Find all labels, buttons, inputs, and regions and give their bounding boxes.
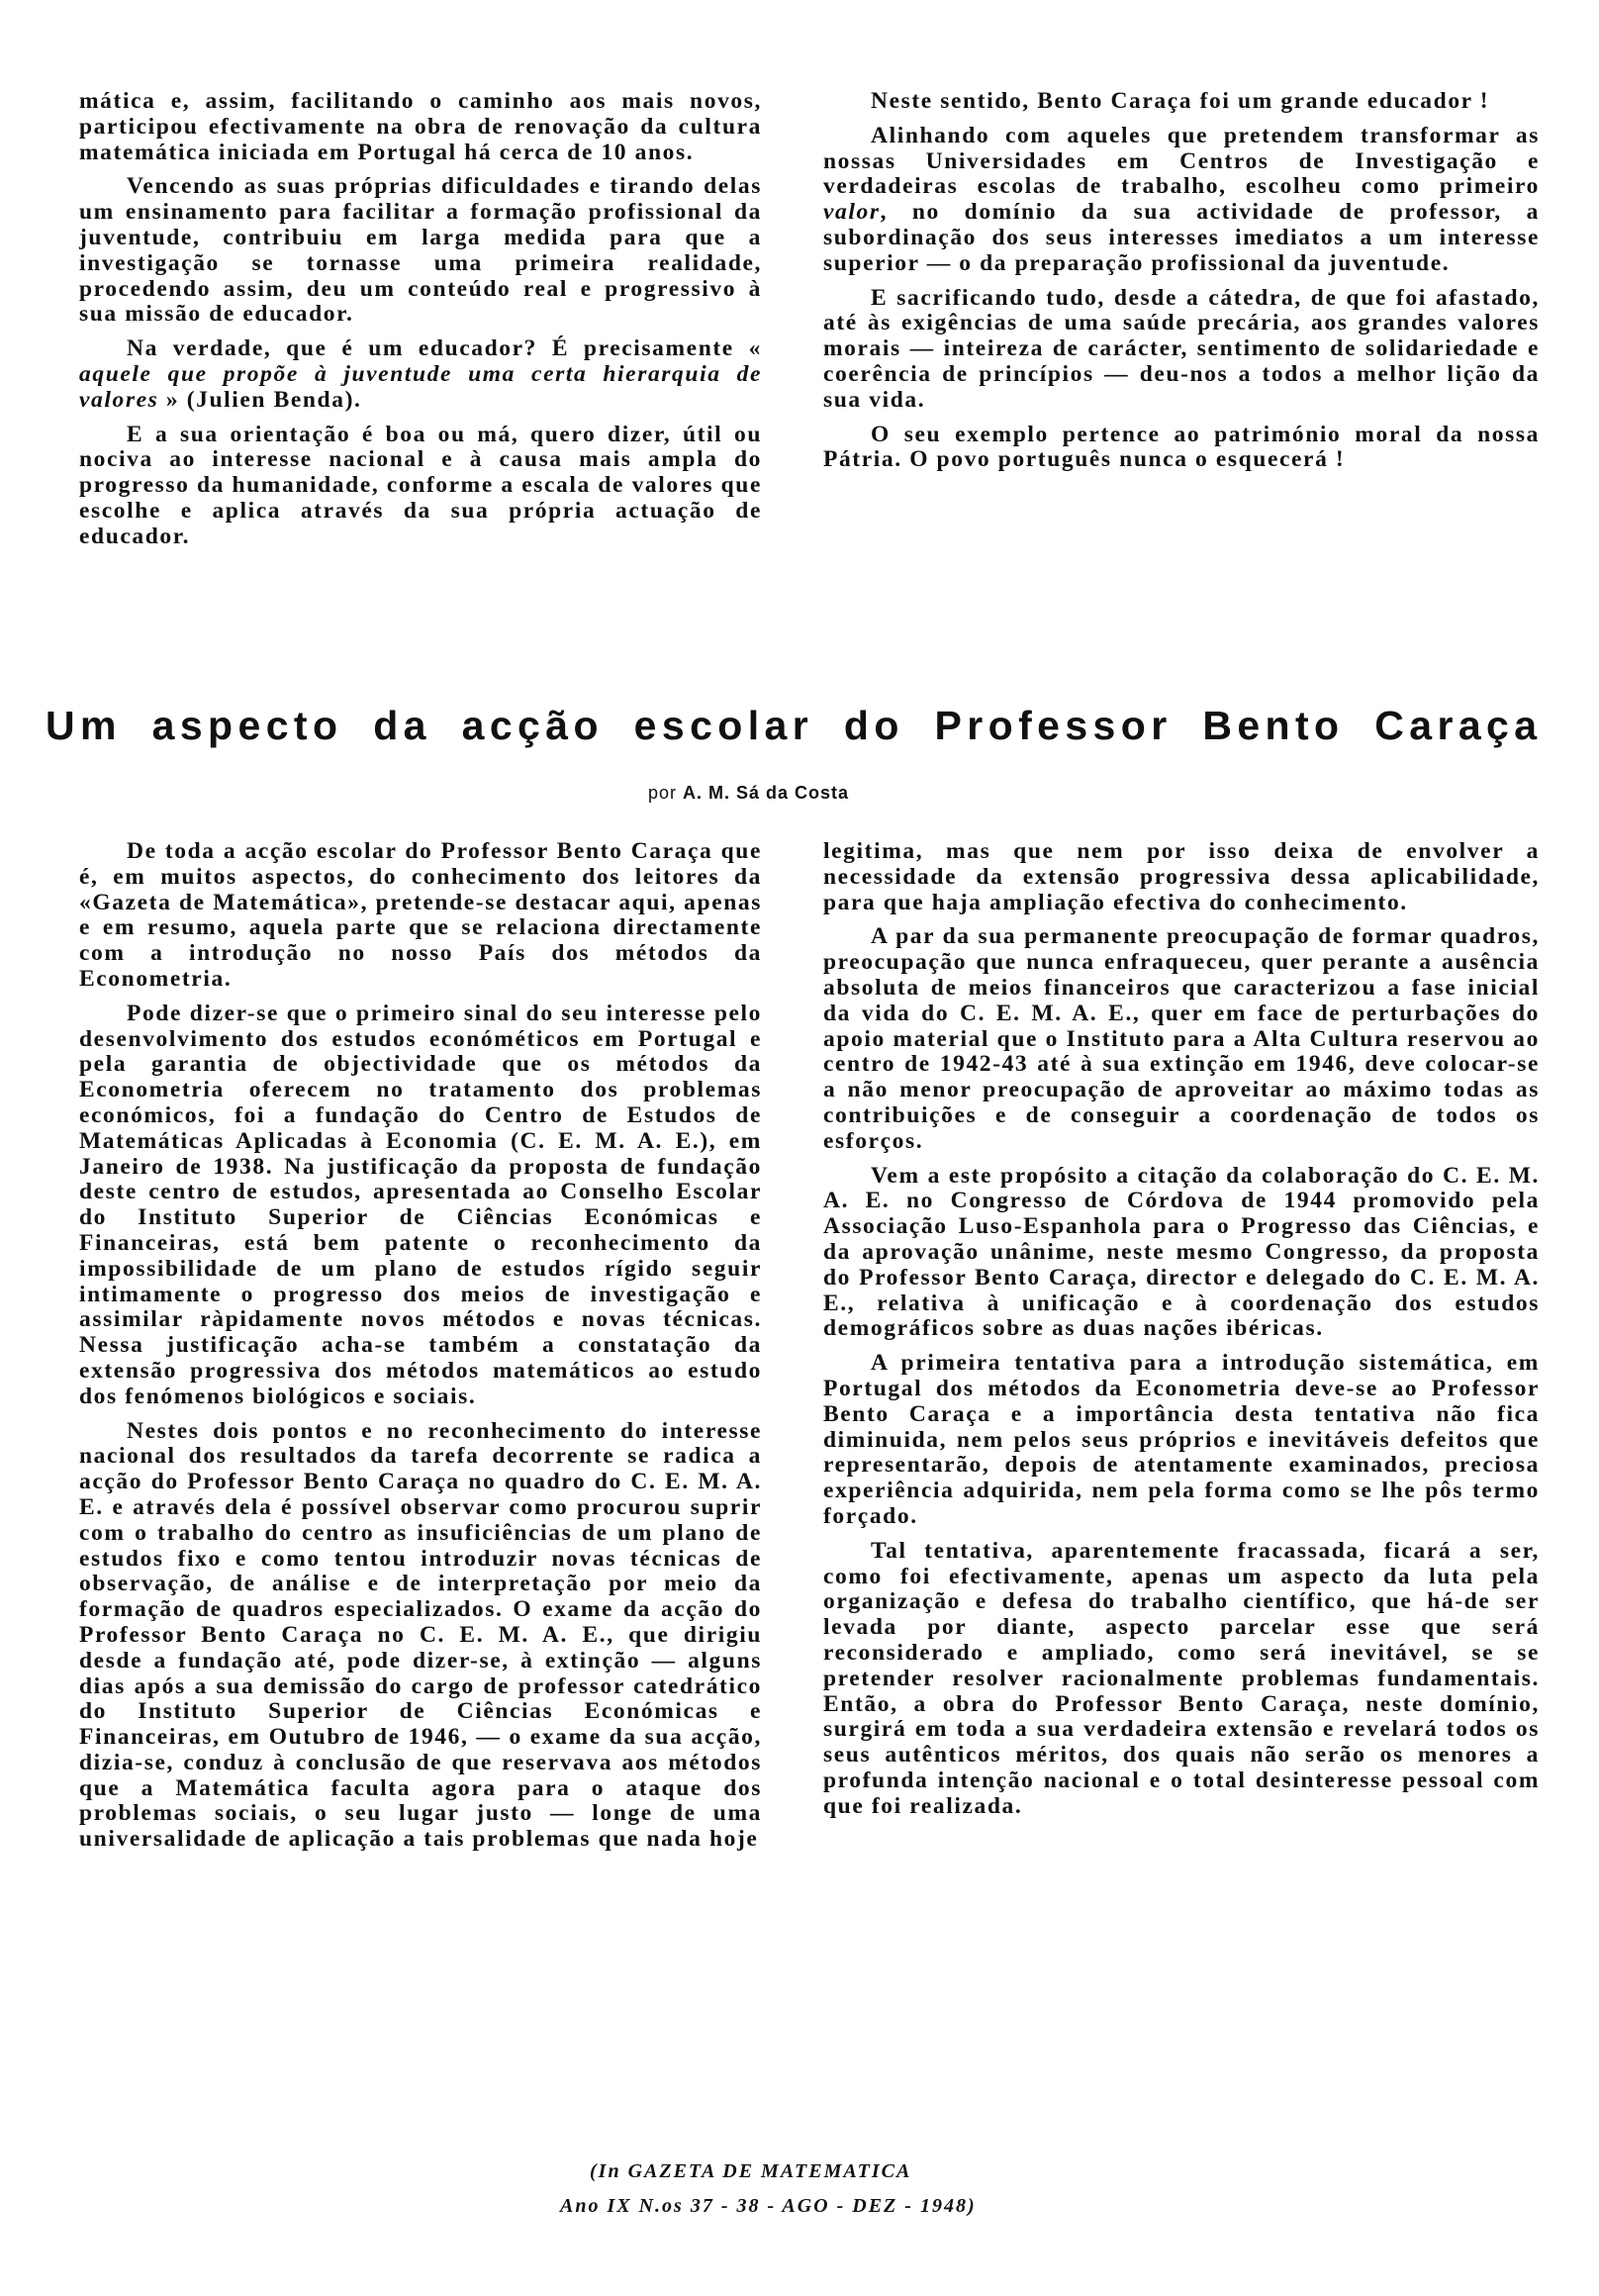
text: , no domínio da sua actividade de professor, a subordinação dos seus interesses imediatos a um interesse superior — o da preparação profissional da juventude. bbox=[823, 199, 1540, 276]
paragraph: Vencendo as suas próprias dificuldades e tirando delas um ensinamento para facilitar a formação profissional da juventude, contribuiu em larga medida para que a investigação se tornasse uma primeira realidade, procedendo assim, deu um conteúdo real e progressivo à sua missão de educador. bbox=[79, 173, 762, 328]
paragraph: E sacrificando tudo, desde a cátedra, de que foi afastado, até às exigências de uma saúde precária, aos grandes valores morais — inteireza de carácter, sentimento de solidariedade e coerência de princípios — deu-nos a todos a melhor lição da sua vida. bbox=[823, 284, 1540, 413]
paragraph: O seu exemplo pertence ao património moral da nossa Pátria. O povo português nunca o esquecerá ! bbox=[823, 421, 1540, 473]
text: » (Julien Benda). bbox=[158, 386, 362, 413]
quote: aquele que propõe à juventude uma certa hierarquia de valores bbox=[79, 360, 762, 413]
paragraph: De toda a acção escolar do Professor Bento Caraça que é, em muitos aspectos, do conhecimento dos leitores da «Gazeta de Matemática», pretende-se destacar aqui, apenas e em resumo, aquela parte que se relaciona directamente com a introdução no nosso País dos métodos da Econometria. bbox=[79, 838, 762, 992]
paragraph bbox=[79, 336, 762, 413]
citation-line-1: (In GAZETA DE MATEMATICA bbox=[590, 2160, 912, 2182]
emphasis: valor bbox=[823, 199, 881, 226]
paragraph: Vem a este propósito a citação da colaboração do C. E. M. A. E. no Congresso de Córdova de 1944 promovido pela Associação Luso-Espanhola para o Progresso das Ciências, e da aprovação unânime, neste mesmo Congresso, da proposta do Professor Bento Caraça, director e delegado do C. E. M. A. E., relativa à unificação e à coordenação dos estudos demográficos sobre as duas nações ibéricas. bbox=[823, 1162, 1540, 1342]
article-left-column bbox=[79, 839, 762, 1862]
paragraph: Pode dizer-se que o primeiro sinal do seu interesse pelo desenvolvimento dos estudos económéticos em Portugal e pela garantia de objectividade que os métodos da Econometria oferecem no tratamento dos problemas económicos, foi a fundação do Centro de Estudos de Matemáticas Aplicadas à Economia (C. E. M. A. E.), em Janeiro de 1938. Na justificação da proposta de fundação deste centro de estudos, apresentada ao Conselho Escolar do Instituto Superior de Ciências Económicas e Financeiras, está bem patente o reconhecimento da impossibilidade de um plano de estudos rígido seguir intimamente o progresso dos meios de investigação e assimilar ràpidamente novos métodos e novas técnicas. Nessa justificação acha-se também a constatação da extensão progressiva dos métodos matemáticos ao estudo dos fenómenos biológicos e sociais. bbox=[79, 1000, 762, 1409]
text: Alinhando com aqueles que pretendem transformar as nossas Universidades em Centros de Investigação e verdadeiras escolas de trabalho, escolheu como primeiro bbox=[823, 122, 1540, 200]
article-right-column bbox=[823, 839, 1540, 1828]
citation-line-2: Ano IX N.os 37 - 38 - AGO - DEZ - 1948) bbox=[560, 2195, 977, 2217]
paragraph: Neste sentido, Bento Caraça foi um grande educador ! bbox=[871, 88, 1490, 114]
top-left-column bbox=[79, 89, 762, 559]
paragraph: mática e, assim, facilitando o caminho aos mais novos, participou efectivamente na obra de renovação da cultura matemática iniciada em Portugal há cerca de 10 anos. bbox=[79, 88, 762, 165]
paragraph: A primeira tentativa para a introdução sistemática, em Portugal dos métodos da Econometria deve-se ao Professor Bento Caraça e a importância desta tentativa não fica diminuida, nem pelos seus próprios e inevitáveis defeitos que representarão, depois de atentamente examinados, preciosa experiência adquirida, nem pela forma como se lhe pôs termo forçado. bbox=[823, 1350, 1540, 1529]
paragraph: E a sua orientação é boa ou má, quero dizer, útil ou nociva ao interesse nacional e à causa mais ampla do progresso da humanidade, conforme a escala de valores que escolhe e aplica através da sua própria actuação de educador. bbox=[79, 421, 762, 549]
paragraph: A par da sua permanente preocupação de formar quadros, preocupação que nunca enfraqueceu, quer perante a ausência absoluta de meios financeiros que caracterizou a fase inicial da vida do C. E. M. A. E., quer em face de perturbações do apoio material que o Instituto para a Alta Cultura reservou ao centro de 1942-43 até à sua extinção em 1946, deve colocar-se a não menor preocupação de aproveitar ao máximo todas as contribuições e de conseguir a coordenação de todos os esforços. bbox=[823, 923, 1540, 1154]
byline-prefix: por bbox=[648, 783, 678, 803]
author: A. M. Sá da Costa bbox=[683, 783, 850, 803]
text: Na verdade, que é um educador? É precisamente « bbox=[127, 335, 762, 362]
top-right-column bbox=[823, 89, 1540, 482]
paragraph: legitima, mas que nem por isso deixa de envolver a necessidade da extensão progressiva dessa aplicabilidade, para que haja ampliação efectiva do conhecimento. bbox=[823, 838, 1540, 915]
article-title: Um aspecto da acção escolar do Professor Bento Caraça bbox=[46, 703, 1543, 748]
paragraph: Tal tentativa, aparentemente fracassada, ficará a ser, como foi efectivamente, apenas um aspecto da luta pela organização e defesa do trabalho científico, que há-de ser levada por diante, aspecto parcelar esse que será reconsiderado e ampliado, como será inevitável, se se pretender resolver racionalmente problemas fundamentais. Então, a obra do Professor Bento Caraça, neste domínio, surgirá em toda a sua verdadeira extensão e revelará todos os seus autênticos méritos, dos quais não serão os menores a profunda intenção nacional e o total desinteresse pessoal com que foi realizada. bbox=[823, 1537, 1540, 1819]
paragraph: Nestes dois pontos e no reconhecimento do interesse nacional dos resultados da tarefa decorrente se radica a acção do Professor Bento Caraça no quadro do C. E. M. A. E. e através dela é possível observar como procurou suprir com o trabalho do centro as insuficiências de um plano de estudos fixo e como tentou introduzir novas técnicas de observação, de análise e de interpretação por meio da formação de quadros especializados. O exame da acção do Professor Bento Caraça no C. E. M. A. E., que dirigiu desde a fundação até, pode dizer-se, à extinção — alguns dias após a sua demissão do cargo de professor catedrático do Instituto Superior de Ciências Económicas e Financeiras, em Outubro de 1946, — o exame da sua acção, dizia-se, conduz à conclusão de que reservava aos métodos que a Matemática faculta agora para o ataque dos problemas sociais, o seu lugar justo — longe de uma universalidade de aplicação a tais problemas que nada hoje bbox=[79, 1417, 762, 1853]
paragraph bbox=[823, 124, 1540, 277]
byline bbox=[648, 783, 849, 804]
